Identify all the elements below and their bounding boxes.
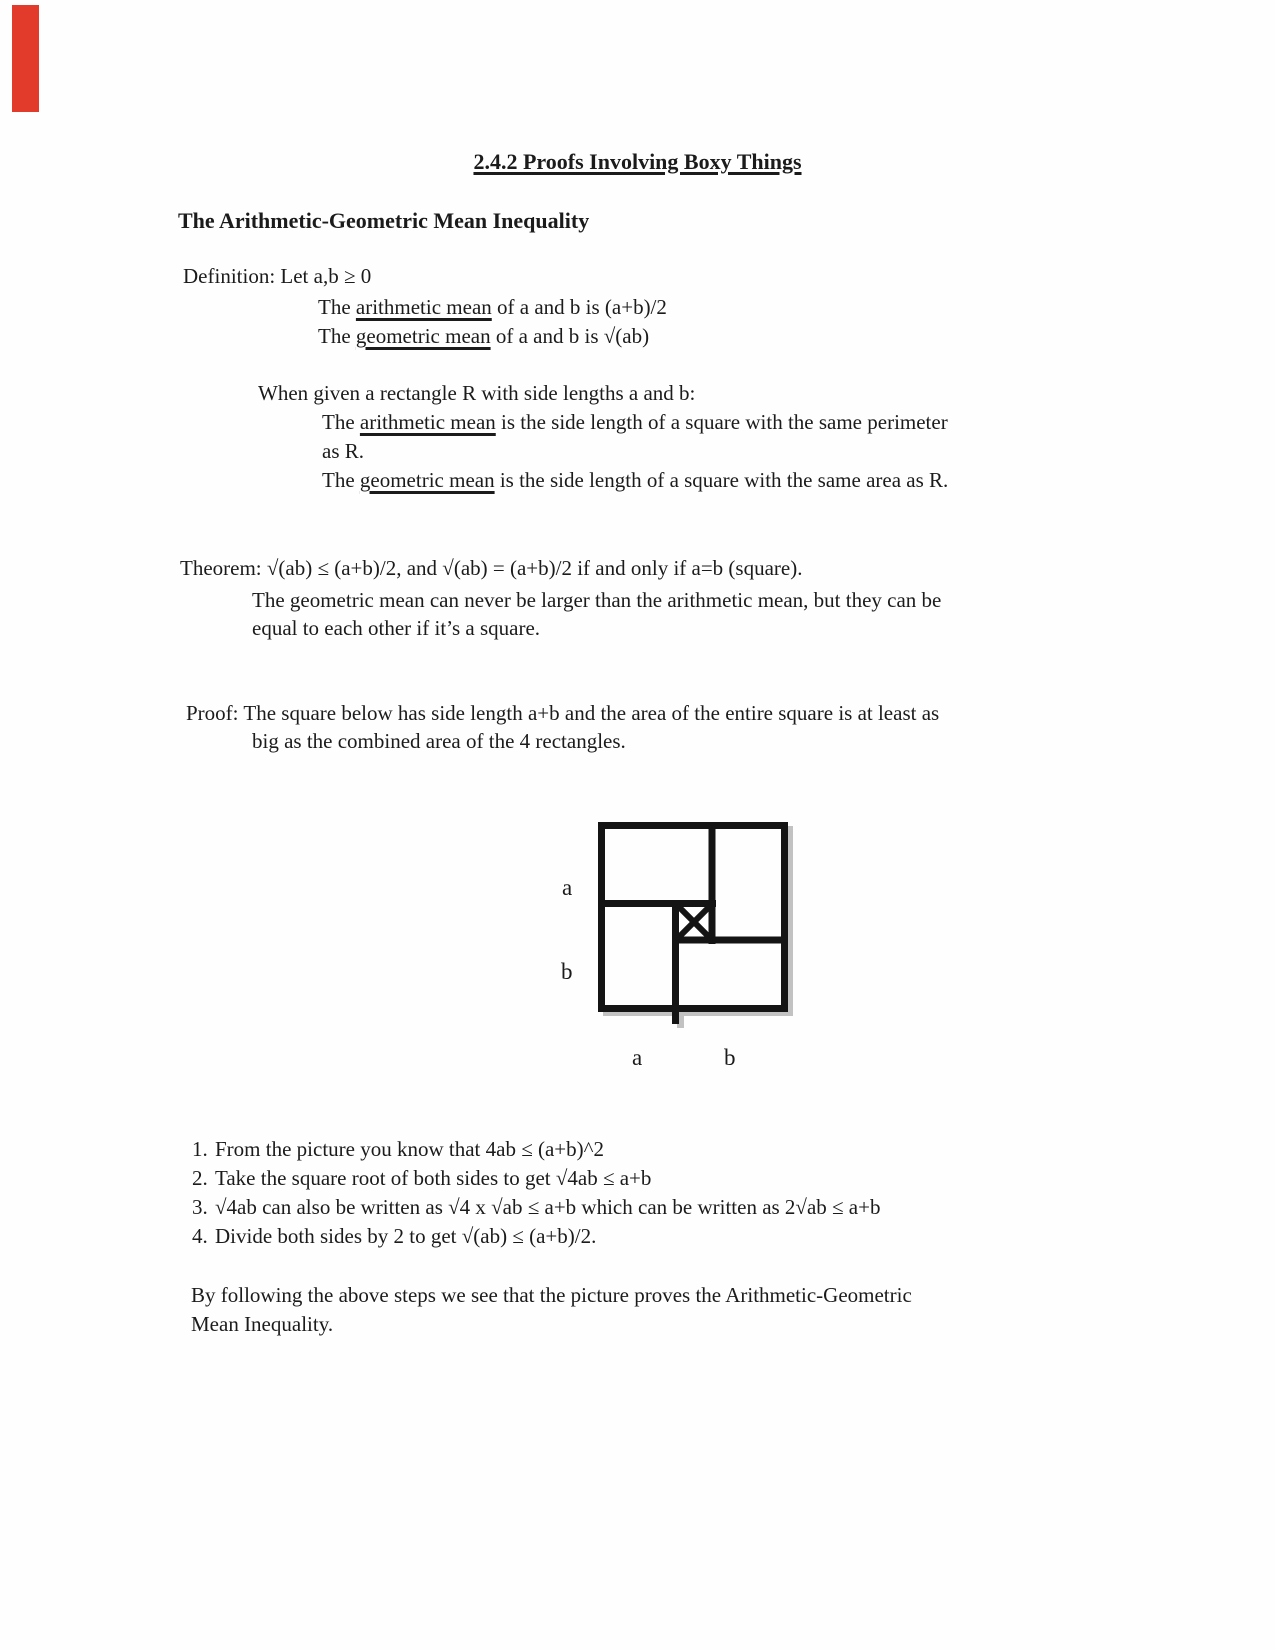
step-1 bbox=[192, 1135, 604, 1164]
page-title bbox=[0, 147, 1275, 176]
step-4 bbox=[192, 1222, 596, 1251]
definition-lead: Definition: Let a,b ≥ 0 bbox=[183, 264, 372, 288]
section-heading: The Arithmetic-Geometric Mean Inequality bbox=[178, 208, 590, 233]
rectangle-arithmetic-carry: as R. bbox=[322, 439, 364, 463]
closing-line2: Mean Inequality. bbox=[191, 1312, 334, 1336]
step-4-text: Divide both sides by 2 to get √(ab) ≤ (a+b)/2. bbox=[215, 1224, 597, 1248]
figure-label-b-bottom: b bbox=[724, 1045, 736, 1070]
pinwheel-square-drawing bbox=[555, 765, 855, 1095]
page-title-text: 2.4.2 Proofs Involving Boxy Things bbox=[473, 149, 802, 174]
definition-arithmetic-line bbox=[318, 293, 667, 322]
figure-label-a-left: a bbox=[562, 875, 573, 900]
rectangle-arithmetic-post: is the side length of a square with the same perimeter bbox=[495, 410, 948, 434]
definition-geometric-line bbox=[318, 322, 649, 351]
definition-arithmetic-underlined: arithmetic mean bbox=[355, 295, 492, 319]
theorem-line3: equal to each other if it’s a square. bbox=[252, 616, 541, 640]
proof-line1: Proof: The square below has side length a+b and the area of the entire square is at least as bbox=[186, 701, 940, 725]
step-4-number: 4. bbox=[192, 1224, 208, 1248]
step-2 bbox=[192, 1164, 651, 1193]
rectangle-arithmetic-underlined: arithmetic mean bbox=[359, 410, 496, 434]
red-corner-mark bbox=[12, 5, 39, 112]
figure-label-a-bottom: a bbox=[632, 1045, 643, 1070]
theorem-line2: The geometric mean can never be larger than the arithmetic mean, but they can be bbox=[252, 588, 942, 612]
rectangle-arithmetic-pre: The bbox=[322, 410, 360, 434]
step-1-number: 1. bbox=[192, 1137, 208, 1161]
rectangle-note-lead: When given a rectangle R with side lengths a and b: bbox=[258, 381, 696, 405]
proof-figure bbox=[555, 765, 855, 1095]
proof-line2: big as the combined area of the 4 rectangles. bbox=[252, 729, 626, 753]
rectangle-geometric-post: is the side length of a square with the same area as R. bbox=[494, 468, 949, 492]
rectangle-geometric-underlined: geometric mean bbox=[359, 468, 495, 492]
step-3-text: √4ab can also be written as √4 x √ab ≤ a+b which can be written as 2√ab ≤ a+b bbox=[215, 1195, 881, 1219]
step-1-text: From the picture you know that 4ab ≤ (a+b)^2 bbox=[215, 1137, 604, 1161]
figure-label-b-left: b bbox=[561, 959, 573, 984]
step-2-number: 2. bbox=[192, 1166, 208, 1190]
definition-arithmetic-pre: The bbox=[318, 295, 356, 319]
theorem-lead: Theorem: √(ab) ≤ (a+b)/2, and √(ab) = (a+b)/2 if and only if a=b (square). bbox=[180, 556, 803, 580]
rectangle-geometric-pre: The bbox=[322, 468, 360, 492]
definition-geometric-underlined: geometric mean bbox=[355, 324, 491, 348]
definition-arithmetic-post: of a and b is (a+b)/2 bbox=[491, 295, 667, 319]
closing-line1: By following the above steps we see that the picture proves the Arithmetic-Geometric bbox=[191, 1283, 912, 1307]
step-3-number: 3. bbox=[192, 1195, 208, 1219]
step-3 bbox=[192, 1193, 880, 1222]
rectangle-arithmetic-line bbox=[322, 408, 948, 437]
definition-geometric-post: of a and b is √(ab) bbox=[490, 324, 650, 348]
definition-geometric-pre: The bbox=[318, 324, 356, 348]
step-2-text: Take the square root of both sides to get √4ab ≤ a+b bbox=[215, 1166, 652, 1190]
rectangle-geometric-line bbox=[322, 466, 948, 495]
